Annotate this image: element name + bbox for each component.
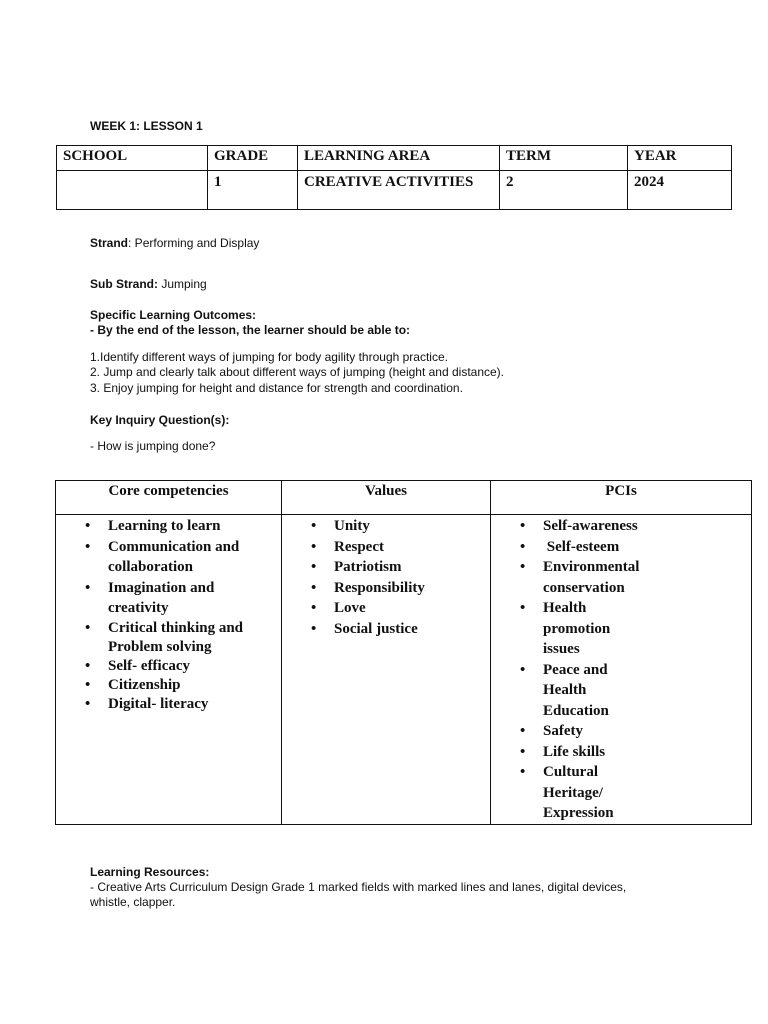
- pcis-cell: [491, 515, 752, 825]
- competency-item: • Communication and collaboration: [56, 537, 248, 578]
- value-item: • Responsibility: [282, 578, 490, 599]
- learning-area-value: CREATIVE ACTIVITIES: [298, 171, 500, 210]
- pci-item: • Self-esteem: [491, 537, 651, 558]
- term-header: TERM: [500, 146, 628, 171]
- lesson-info-table: [56, 145, 732, 210]
- resources-heading: Learning Resources:: [90, 865, 210, 879]
- pci-item: • Peace and Health Education: [491, 660, 615, 722]
- year-value: 2024: [628, 171, 732, 210]
- competency-item: • Self- efficacy: [56, 657, 256, 676]
- lesson-heading: WEEK 1: LESSON 1: [90, 119, 203, 133]
- outcome-item: 3. Enjoy jumping for height and distance for strength and coordination.: [90, 381, 463, 395]
- resources-text: - Creative Arts Curriculum Design Grade 1 marked fields with marked lines and lanes, digital devices, whistle, clapper.: [90, 880, 627, 909]
- competency-item: • Imagination and creativity: [56, 578, 228, 619]
- competency-item: • Learning to learn: [56, 516, 256, 537]
- pci-item: • Self-awareness: [491, 516, 651, 537]
- school-header: SCHOOL: [57, 146, 208, 171]
- value-item: • Social justice: [282, 619, 490, 640]
- outcome-item: 2. Jump and clearly talk about different ways of jumping (height and distance).: [90, 365, 505, 379]
- outcome-item: 1.Identify different ways of jumping for body agility through practice.: [90, 350, 448, 364]
- lesson-info-value-row: [57, 171, 732, 210]
- pci-item: • Cultural Heritage/ Expression: [491, 762, 623, 824]
- competency-header-row: [56, 481, 752, 515]
- competency-item: • Citizenship: [56, 676, 256, 695]
- competency-item: • Digital- literacy: [56, 695, 256, 714]
- competency-body-row: [56, 515, 752, 825]
- sub-strand-line: [90, 277, 207, 292]
- year-header: YEAR: [628, 146, 732, 171]
- pci-item: • Safety: [491, 721, 651, 742]
- pci-item: • Health promotion issues: [491, 598, 615, 660]
- pci-item: • Environmental conservation: [491, 557, 651, 598]
- outcomes-heading: Specific Learning Outcomes:: [90, 308, 257, 322]
- competency-table: [55, 480, 752, 825]
- term-value: 2: [500, 171, 628, 210]
- learning-area-header: LEARNING AREA: [298, 146, 500, 171]
- core-competencies-cell: [56, 515, 282, 825]
- value-item: • Respect: [282, 537, 490, 558]
- lesson-info-header-row: [57, 146, 732, 171]
- strand-value: : Performing and Display: [128, 236, 260, 250]
- values-header: Values: [282, 481, 491, 515]
- value-item: • Patriotism: [282, 557, 490, 578]
- core-competencies-header: Core competencies: [56, 481, 282, 515]
- grade-value: 1: [208, 171, 298, 210]
- sub-strand-value: Jumping: [158, 277, 207, 291]
- grade-header: GRADE: [208, 146, 298, 171]
- value-item: • Love: [282, 598, 490, 619]
- inquiry-heading: Key Inquiry Question(s):: [90, 413, 230, 427]
- competency-item: • Critical thinking and Problem solving: [56, 619, 258, 657]
- outcomes-intro: - By the end of the lesson, the learner should be able to:: [90, 323, 411, 337]
- pci-item: • Life skills: [491, 742, 651, 763]
- inquiry-question: - How is jumping done?: [90, 439, 216, 453]
- sub-strand-label: Sub Strand:: [90, 277, 158, 291]
- value-item: • Unity: [282, 516, 490, 537]
- values-cell: [282, 515, 491, 825]
- strand-label: Strand: [90, 236, 129, 250]
- strand-line: [90, 236, 259, 251]
- school-value: [57, 171, 208, 210]
- pcis-header: PCIs: [491, 481, 752, 515]
